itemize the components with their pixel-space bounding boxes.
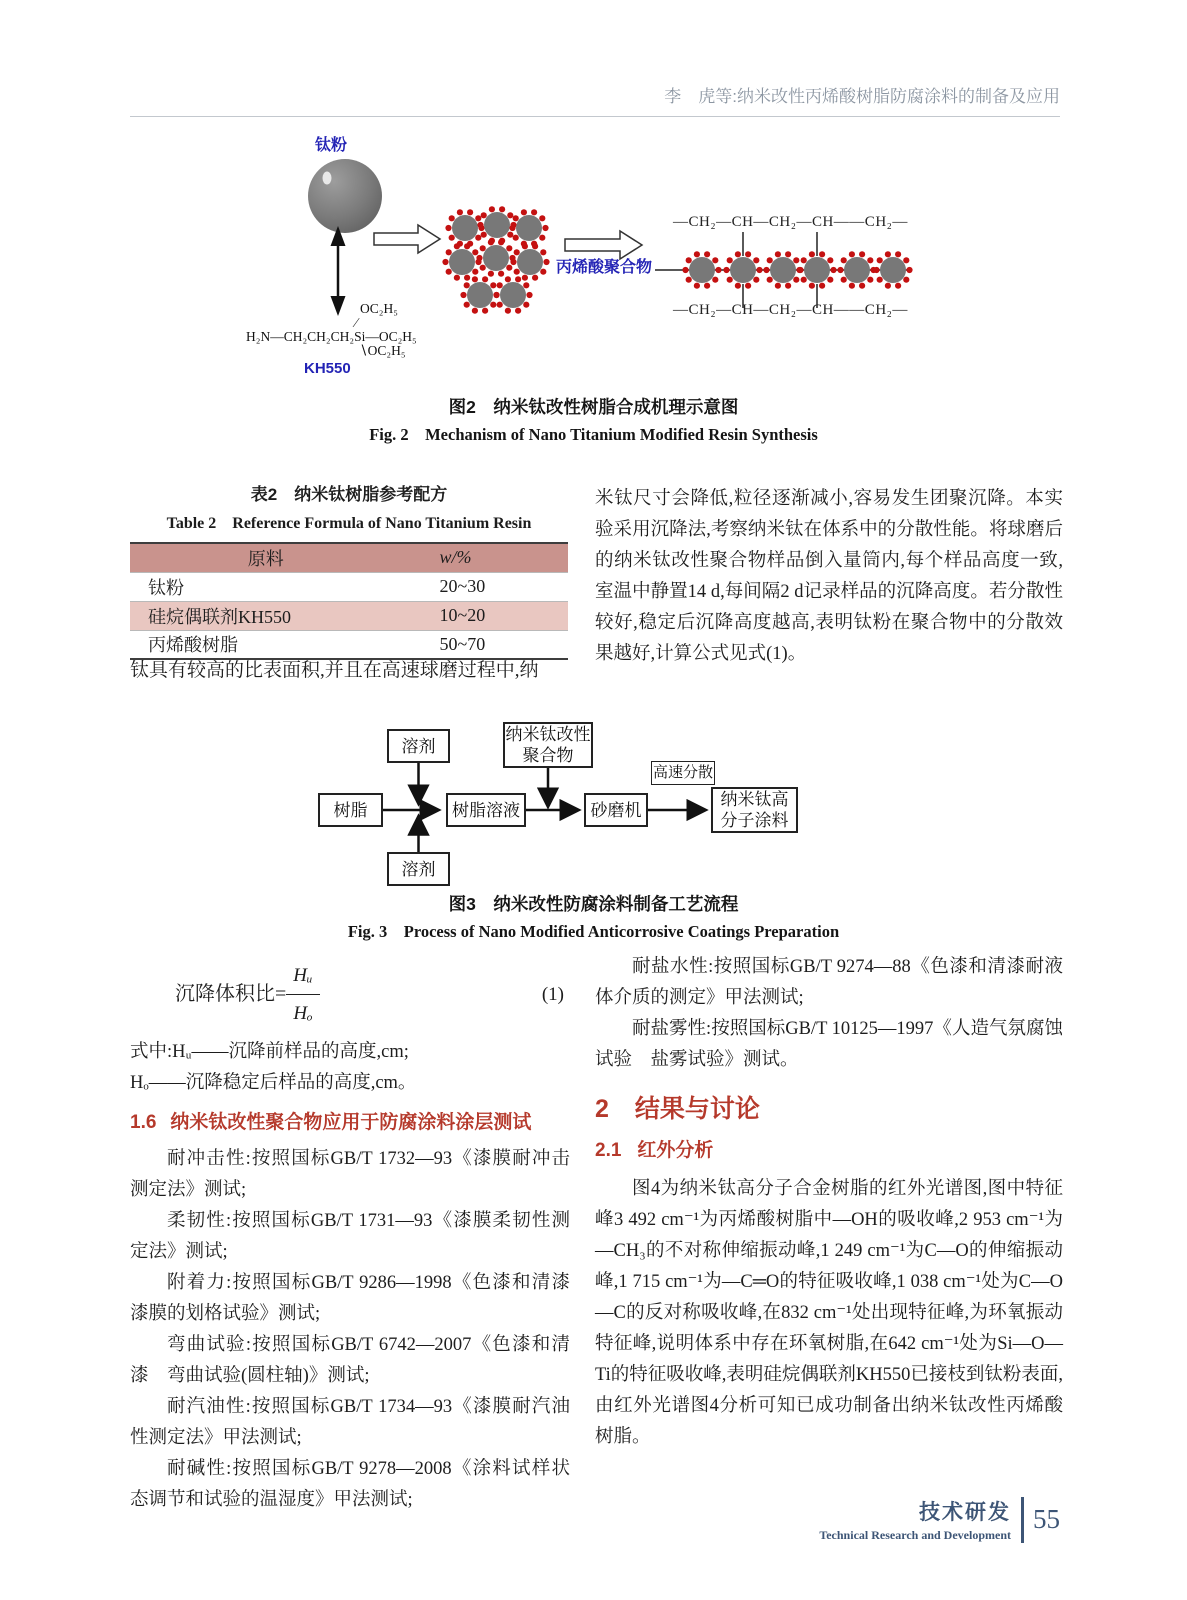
flow-box-solvent-bottom: 溶剂	[387, 852, 450, 886]
flow-box-solvent-top: 溶剂	[387, 729, 450, 763]
table2-cell: 硅烷偶联剂KH550	[130, 601, 402, 630]
table2-title-en: Table 2 Reference Formula of Nano Titanium Resin	[166, 515, 532, 532]
flow-box-resin: 树脂	[318, 793, 383, 827]
test-paragraph: 附着力:按照国标GB/T 9286—1998《色漆和清漆 漆膜的划格试验》测试;	[130, 1273, 589, 1324]
polymer-chain-bottom-text: —CH₂—CH—CH₂—CH——CH₂—	[673, 302, 908, 318]
ti-powder-label: 钛粉	[315, 137, 348, 154]
flow-box-nano-polymer: 纳米钛改性聚合物	[503, 722, 593, 768]
test-paragraph: 柔韧性:按照国标GB/T 1731—93《漆膜柔韧性测定法》测试;	[130, 1211, 570, 1262]
test-paragraph: 弯曲试验:按照国标GB/T 6742—2007《色漆和清漆 弯曲试验(圆柱轴)》测试;	[130, 1335, 570, 1386]
test-paragraph: 耐汽油性:按照国标GB/T 1734—93《漆膜耐汽油性测定法》甲法测试;	[130, 1397, 570, 1448]
footer-divider	[1021, 1497, 1024, 1543]
silane-bond-down: ∖	[359, 343, 368, 358]
kh550-label: KH550	[304, 360, 351, 377]
table2-cell: 50~70	[402, 630, 568, 659]
table2-block	[130, 480, 568, 660]
footer-section-cn: 技术研发	[919, 1501, 1011, 1524]
equation-numerator: Hᵤ	[286, 960, 319, 995]
silane-bottom-group	[246, 344, 476, 358]
section-1-6-title: 纳米钛改性聚合物应用于防腐涂料涂层测试	[170, 1112, 532, 1133]
silane-main-formula: H₂N—CH₂CH₂CH₂Si—OC₂H₅	[246, 329, 417, 344]
footer-section-en: Technical Research and Development	[819, 1528, 1011, 1542]
figure3-caption-en: Fig. 3 Process of Nano Modified Anticorrosive Coatings Preparation	[347, 922, 840, 941]
section-2-1-heading	[595, 1135, 1063, 1166]
figure3-flowchart	[290, 710, 870, 892]
table2-cell: 钛粉	[130, 572, 402, 601]
equation-denominator: Hₒ	[293, 1003, 313, 1024]
equation-where-2: Hₒ——沉降稳定后样品的高度,cm。	[130, 1073, 417, 1093]
test-paragraph: 耐碱性:按照国标GB/T 9278—2008《涂料试样状态调节和试验的温湿度》甲法测试;	[130, 1459, 570, 1510]
table-row	[130, 601, 568, 630]
section-1-6-number: 1.6	[130, 1112, 157, 1133]
table2-cell: 10~20	[402, 601, 568, 630]
flow-box-resin-solution: 树脂溶液	[446, 793, 526, 827]
lower-right-column	[595, 952, 1063, 1453]
process-arrow-icon	[374, 225, 440, 253]
flow-box-sand-mill: 砂磨机	[584, 793, 648, 827]
equation-lhs: 沉降体积比=	[175, 983, 287, 1005]
section-2-1-title: 红外分析	[637, 1140, 714, 1161]
flow-box-product: 纳米钛高分子涂料	[711, 787, 798, 833]
equation-number: (1)	[541, 984, 564, 1005]
test-paragraph: 耐冲击性:按照国标GB/T 1732—93《漆膜耐冲击测定法》测试;	[130, 1149, 570, 1200]
silane-top-group: OC₂H₅	[360, 301, 398, 316]
table2-title-cn: 表2 纳米钛树脂参考配方	[250, 485, 448, 504]
table2-header-wpercent: w/%	[439, 547, 472, 568]
table2-header-material: 原料	[247, 548, 284, 569]
table2-cell: 20~30	[402, 572, 568, 601]
dispersion-paragraph: 米钛尺寸会降低,粒径逐渐减小,容易发生团聚沉降。本实验采用沉降法,考察纳米钛在体系中的分散性能。将球磨后的纳米钛改性聚合物样品倒入量筒内,每个样品高度一致,室温中静置14 d,每间隔2 d记录样品的沉降高度。若分散性较好,稳定后沉降高度越高,表明钛粉在聚合物中的分散效果越好,计算公式见式(1)。	[595, 489, 1063, 664]
table-row	[130, 572, 568, 601]
table2	[130, 542, 568, 660]
ir-analysis-paragraph: 图4为纳米钛高分子合金树脂的红外光谱图,图中特征峰3 492 cm⁻¹为丙烯酸树脂中—OH的吸收峰,2 953 cm⁻¹为—CH₃的不对称伸缩振动峰,1 249 cm⁻¹为C—O的伸缩振动峰,1 715 cm⁻¹为—C═O的特征吸收峰,1 038 cm⁻¹处为C—O—C的反对称吸收峰,在832 cm⁻¹处出现特征峰,为环氧振动特征峰,说明体系中存在环氧树脂,在642 cm⁻¹处为Si—O—Ti的特征吸收峰,表明硅烷偶联剂KH550已接枝到钛粉表面,由红外光谱图4分析可知已成功制备出纳米钛改性丙烯酸树脂。	[595, 1179, 1064, 1447]
equation-fraction	[286, 960, 319, 1029]
acrylic-polymer-label: 丙烯酸聚合物	[556, 259, 653, 276]
silane-bottom-text: OC₂H₅	[367, 343, 406, 358]
lower-left-column	[130, 950, 589, 1516]
polymer-chain-top-text: —CH₂—CH—CH₂—CH——CH₂—	[673, 214, 908, 230]
table2-cell: 丙烯酸树脂	[130, 630, 402, 659]
figure3-caption-cn: 图3 纳米改性防腐涂料制备工艺流程	[448, 894, 739, 914]
figure2-diagram	[128, 126, 1063, 394]
section-1-6-heading	[130, 1107, 570, 1138]
figure2-caption-en: Fig. 2 Mechanism of Nano Titanium Modified Resin Synthesis	[369, 425, 818, 444]
table2-header-row	[130, 543, 568, 572]
running-title: 李 虎等:纳米改性丙烯酸树脂防腐涂料的制备及应用	[130, 82, 1060, 117]
test-paragraph: 耐盐水性:按照国标GB/T 9274—88《色漆和清漆耐液体介质的测定》甲法测试;	[595, 957, 1063, 1008]
section-2-title: 结果与讨论	[634, 1095, 760, 1123]
section-2-number: 2	[595, 1095, 609, 1123]
footer-section-block	[819, 1496, 1011, 1543]
silane-bond-up: ∕	[355, 315, 358, 330]
section-2-1-number: 2.1	[595, 1140, 622, 1161]
titanium-sphere-graphic	[308, 159, 382, 233]
left-column-tail-line: 钛具有较高的比表面积,并且在高速球磨过程中,纳	[130, 660, 539, 681]
page-number: 55	[1033, 1504, 1060, 1534]
coated-particle-cluster	[442, 206, 549, 314]
equation-1	[130, 960, 570, 1029]
page-footer	[819, 1496, 1060, 1543]
flow-label-high-speed: 高速分散	[651, 761, 715, 785]
chain-particles	[682, 251, 912, 289]
equation-where-1: 式中:Hᵤ——沉降前样品的高度,cm;	[130, 1042, 409, 1062]
section-2-heading	[595, 1094, 1063, 1125]
test-paragraph: 耐盐雾性:按照国标GB/T 10125—1997《人造气氛腐蚀试验 盐雾试验》测试。	[595, 1019, 1063, 1070]
kh550-structure	[246, 302, 476, 376]
right-top-column	[595, 484, 1063, 670]
figure2-caption-cn: 图2 纳米钛改性树脂合成机理示意图	[448, 397, 739, 417]
